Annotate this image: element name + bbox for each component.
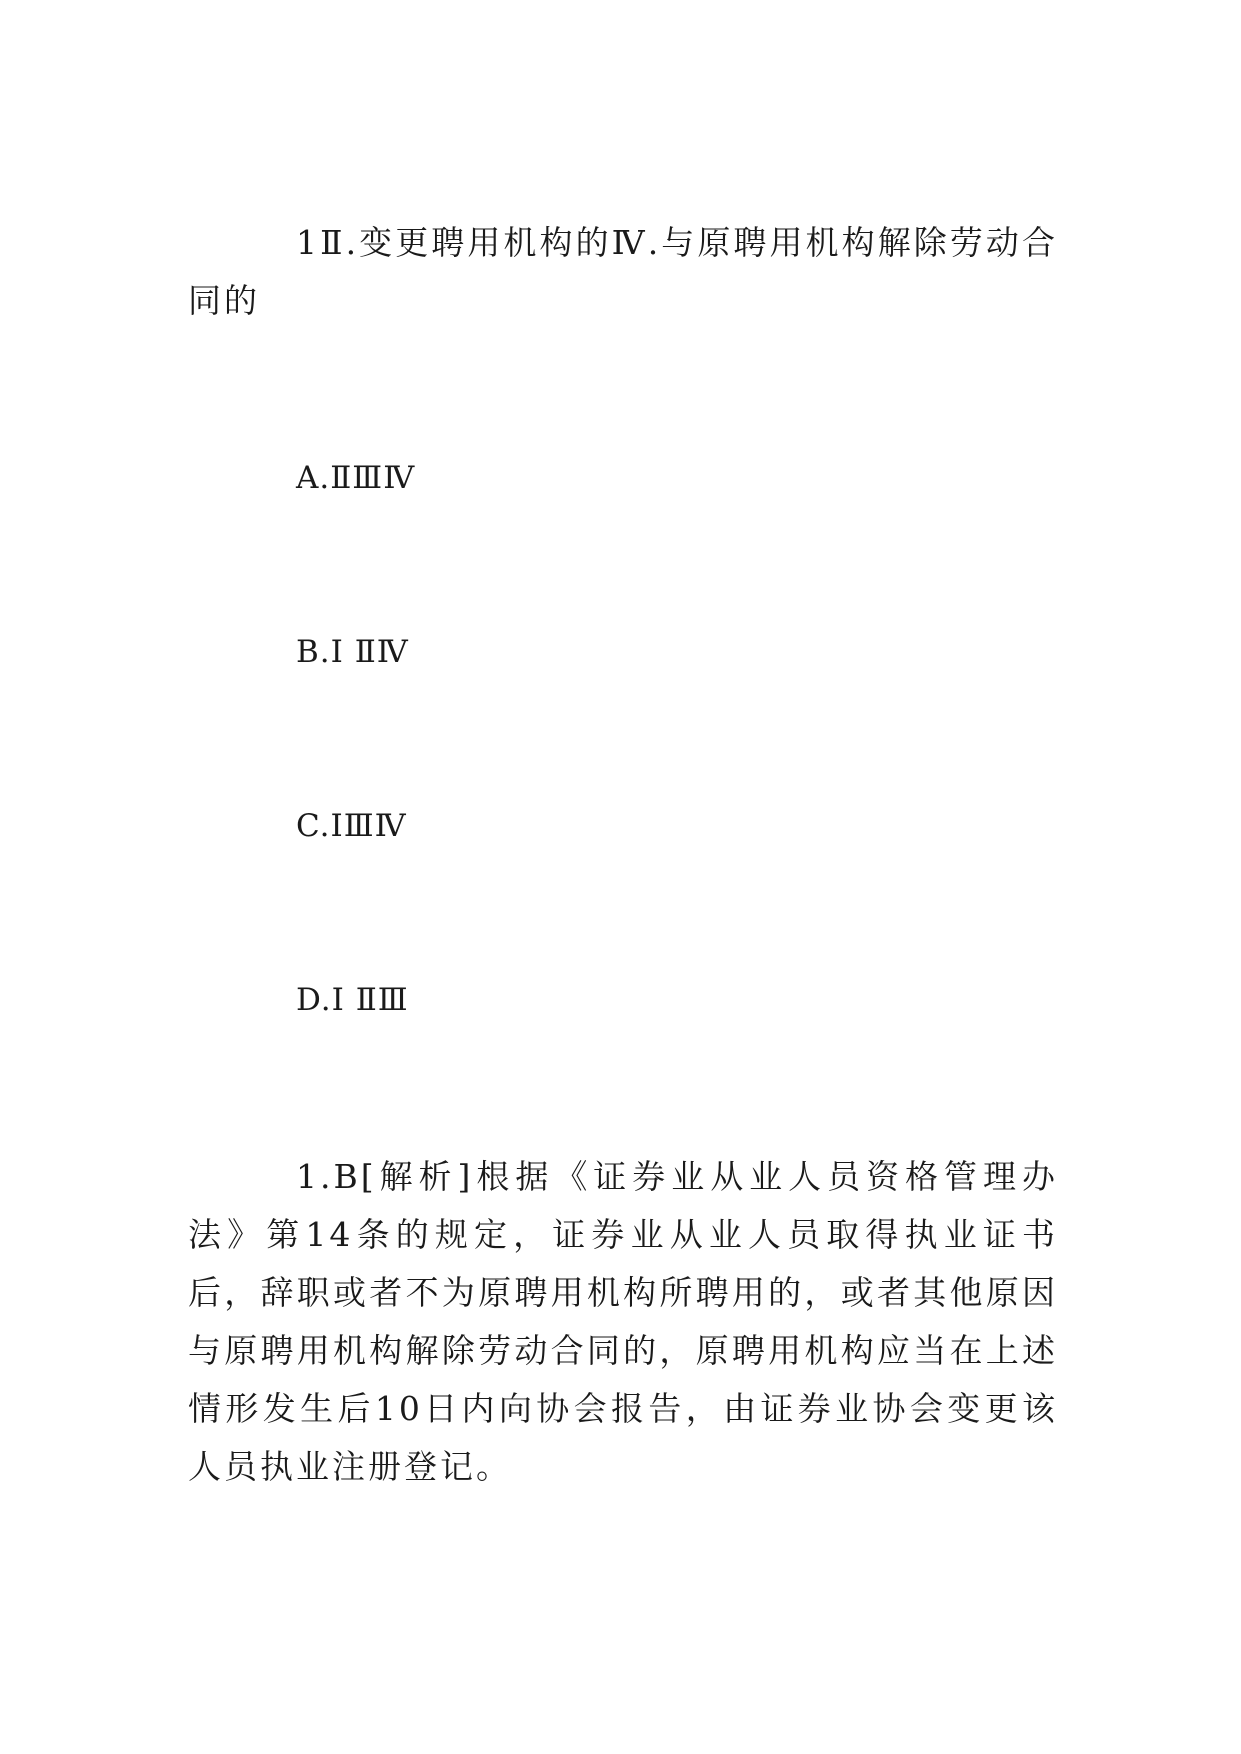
- option-c: C.ⅠⅢⅣ: [296, 808, 407, 844]
- option-d: D.Ⅰ ⅡⅢ: [296, 982, 409, 1018]
- option-b: B.Ⅰ ⅡⅣ: [296, 634, 409, 670]
- answer-analysis: 1.B[解析]根据《证券业从业人员资格管理办法》第14条的规定，证券业从业人员取得执业证书后，辞职或者不为原聘用机构所聘用的，或者其他原因与原聘用机构解除劳动合同的，原聘用机构应当在上述情形发生后10日内向协会报告，由证券业协会变更该人员执业注册登记。: [188, 1157, 1058, 1486]
- option-a: A.ⅡⅢⅣ: [296, 460, 416, 496]
- question-stem: 1Ⅱ.变更聘用机构的Ⅳ.与原聘用机构解除劳动合同的: [188, 223, 1058, 320]
